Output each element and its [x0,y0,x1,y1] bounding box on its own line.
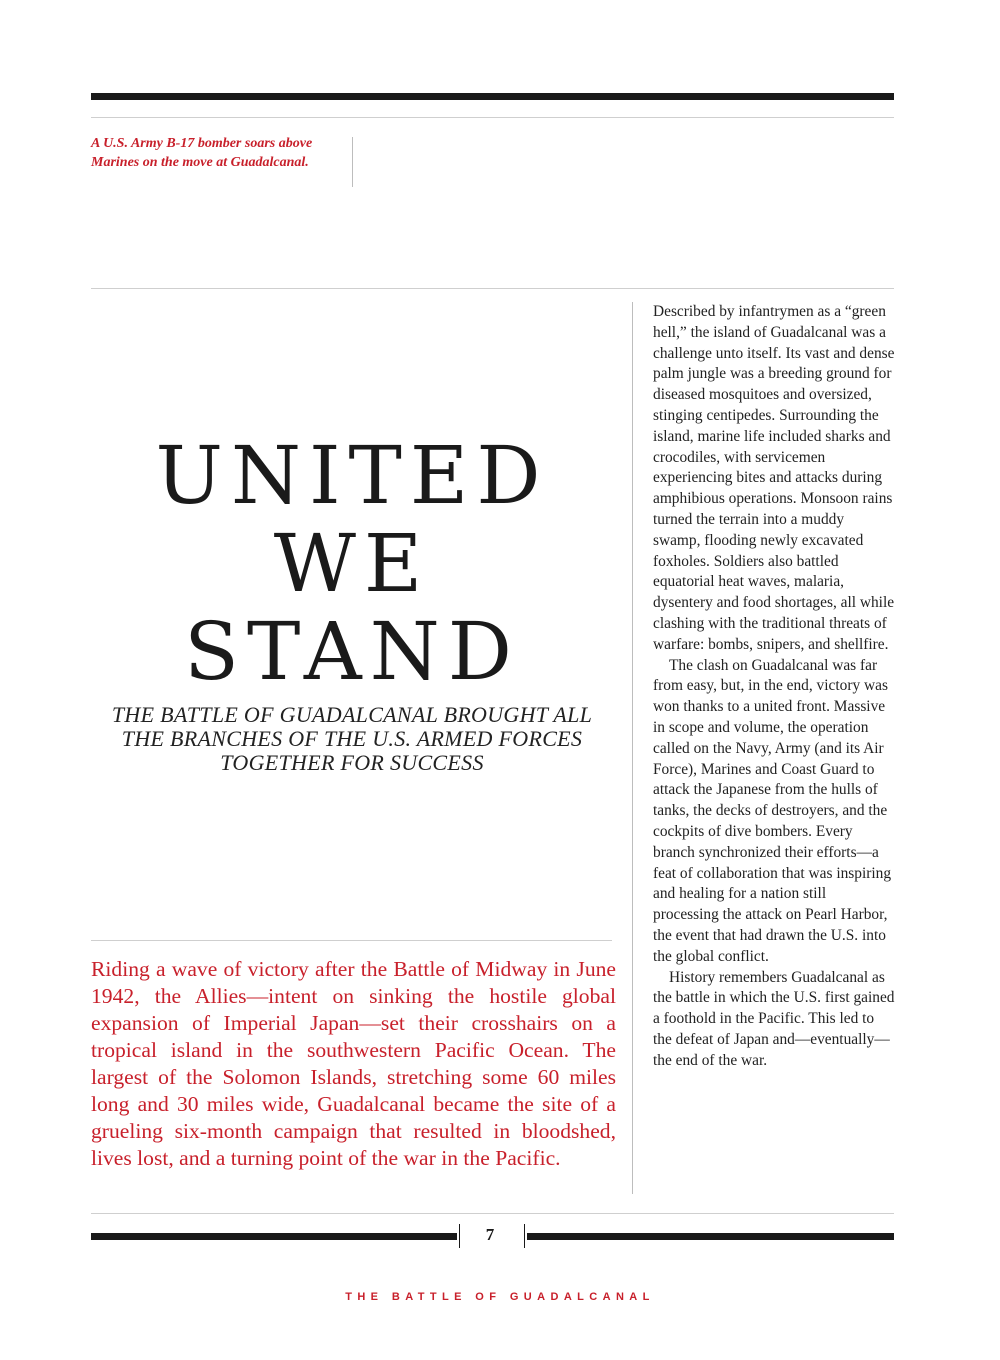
intro-paragraph: Riding a wave of victory after the Battle of Midway in June 1942, the Allies—intent on sinking the hostile global expansion of Imperial Japan—set their crosshairs on a tropical island in the southwestern Pacific Ocean. The largest of the Solomon Islands, stretching some 60 miles long and 30 miles wide, Guadalcanal became the site of a grueling six-month campaign that resulted in bloodshed, lives lost, and a turning point of the war in the Pacific. [91,957,616,1170]
caption-divider [352,137,353,187]
bottom-thin-rule [91,1213,894,1214]
subtitle: THE BATTLE OF GUADALCANAL BROUGHT ALL THE BRANCHES OF THE U.S. ARMED FORCES TOGETHER FOR SUCCESS [111,702,593,775]
top-rule [91,93,894,100]
page-number-tick-right [524,1224,525,1248]
intro-rule [91,940,612,941]
title-line-2: WE [273,517,431,610]
column-divider [632,302,633,1194]
top-thin-rule [91,117,894,118]
photo-caption: A U.S. Army B-17 bomber soars above Marines on the move at Guadalcanal. [91,136,313,170]
bottom-rule-left [91,1233,457,1240]
title-line-3: STAND [184,605,520,698]
bottom-rule-right [527,1233,894,1240]
body-paragraph-3: History remembers Guadalcanal as the battle in which the U.S. first gained a foothold in the Pacific. This led to the defeat of Japan and—eventually—the end of the war. [653,968,895,1069]
page-number-tick-left [459,1224,460,1248]
page-number: 7 [485,1225,495,1244]
page-title [90,429,614,698]
running-footer: THE BATTLE OF GUADALCANAL [345,1291,655,1303]
section-rule [91,288,894,289]
body-column [653,302,895,1071]
body-paragraph-2: The clash on Guadalcanal was far from easy, but, in the end, victory was won thanks to a united front. Massive in scope and volume, the operation called on the Navy, Army (and its Air Force), Marines and Coast Guard to attack the Japanese from the hulls of tanks, the decks of destroyers, and the cockpits of dive bombers. Every branch synchronized their efforts—a feat of collaboration that was inspiring and healing for a nation still processing the attack on Pearl Harbor, the event that had drawn the U.S. into the global conflict. [653,656,892,965]
title-line-1: UNITED [155,429,549,522]
body-paragraph-1: Described by infantrymen as a “green hell,” the island of Guadalcanal was a challenge unto itself. Its vast and dense palm jungle was a breeding ground for diseased mosquitoes and oversized, stinging centipedes. Surrounding the island, marine life included sharks and crocodiles, with servicemen experiencing bites and attacks during amphibious operations. Monsoon rains turned the terrain into a muddy swamp, flooding newly excavated foxholes. Soldiers also battled equatorial heat waves, malaria, dysentery and food shortages, all while clashing with the traditional threats of warfare: bombs, snipers, and shellfire. [653,303,895,653]
